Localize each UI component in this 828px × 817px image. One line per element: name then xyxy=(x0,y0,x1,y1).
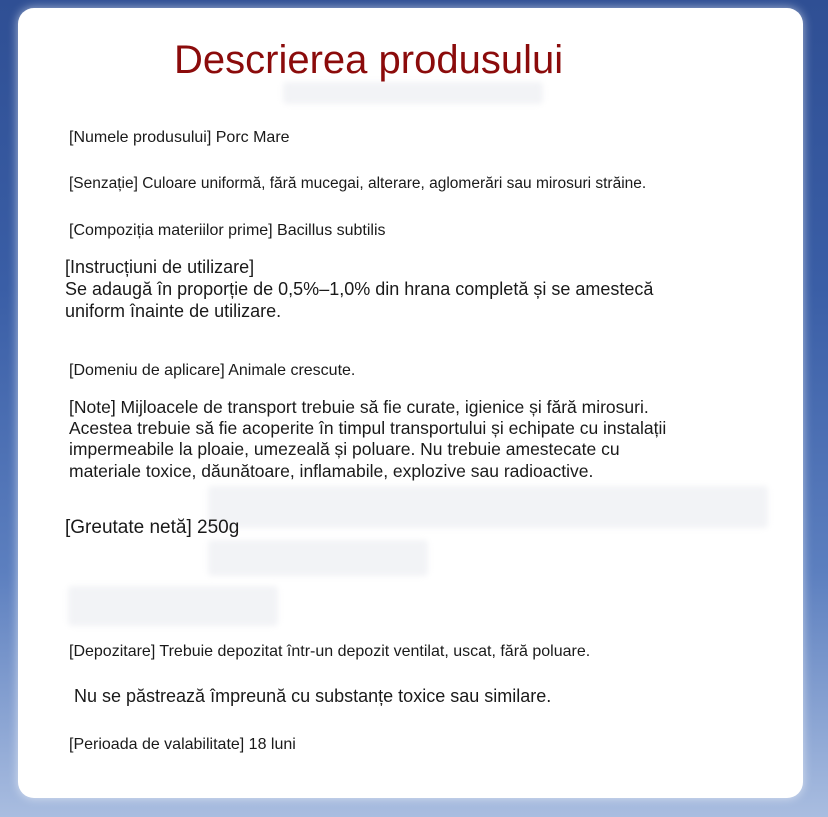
usage-heading: [Instrucțiuni de utilizare] xyxy=(65,257,255,277)
page-title: Descrierea produsului xyxy=(174,38,564,82)
background-artifact xyxy=(283,82,543,104)
note-line-4: materiale toxice, dăunătoare, inflamabile, explozive sau radioactive. xyxy=(69,461,594,481)
product-name-line: [Numele produsului] Porc Mare xyxy=(69,129,290,146)
description-card xyxy=(18,8,803,798)
shelf-life-line: [Perioada de valabilitate] 18 luni xyxy=(69,736,296,753)
sensation-line: [Senzație] Culoare uniformă, fără mucegai, alterare, aglomerări sau mirosuri străine. xyxy=(69,175,647,192)
storage-line: [Depozitare] Trebuie depozitat într-un depozit ventilat, uscat, fără poluare. xyxy=(69,643,591,660)
note-line-3: impermeabile la ploaie, umezeală și poluare. Nu trebuie amestecate cu xyxy=(69,439,620,459)
usage-text-line-2: uniform înainte de utilizare. xyxy=(65,301,282,321)
note-line-2: Acestea trebuie să fie acoperite în timpul transportului și echipate cu instalații xyxy=(69,418,667,438)
storage-note-line: Nu se păstrează împreună cu substanțe toxice sau similare. xyxy=(74,686,552,706)
usage-text-line-1: Se adaugă în proporție de 0,5%–1,0% din hrana completă și se amestecă xyxy=(65,279,654,299)
composition-line: [Compoziția materiilor prime] Bacillus subtilis xyxy=(69,222,386,239)
background-artifact xyxy=(208,486,768,528)
domain-line: [Domeniu de aplicare] Animale crescute. xyxy=(69,362,356,379)
background-artifact xyxy=(68,586,278,626)
background-artifact xyxy=(208,540,428,576)
note-line-1: [Note] Mijloacele de transport trebuie să fie curate, igienice și fără mirosuri. xyxy=(69,397,649,417)
net-weight-line: [Greutate netă] 250g xyxy=(65,517,240,538)
